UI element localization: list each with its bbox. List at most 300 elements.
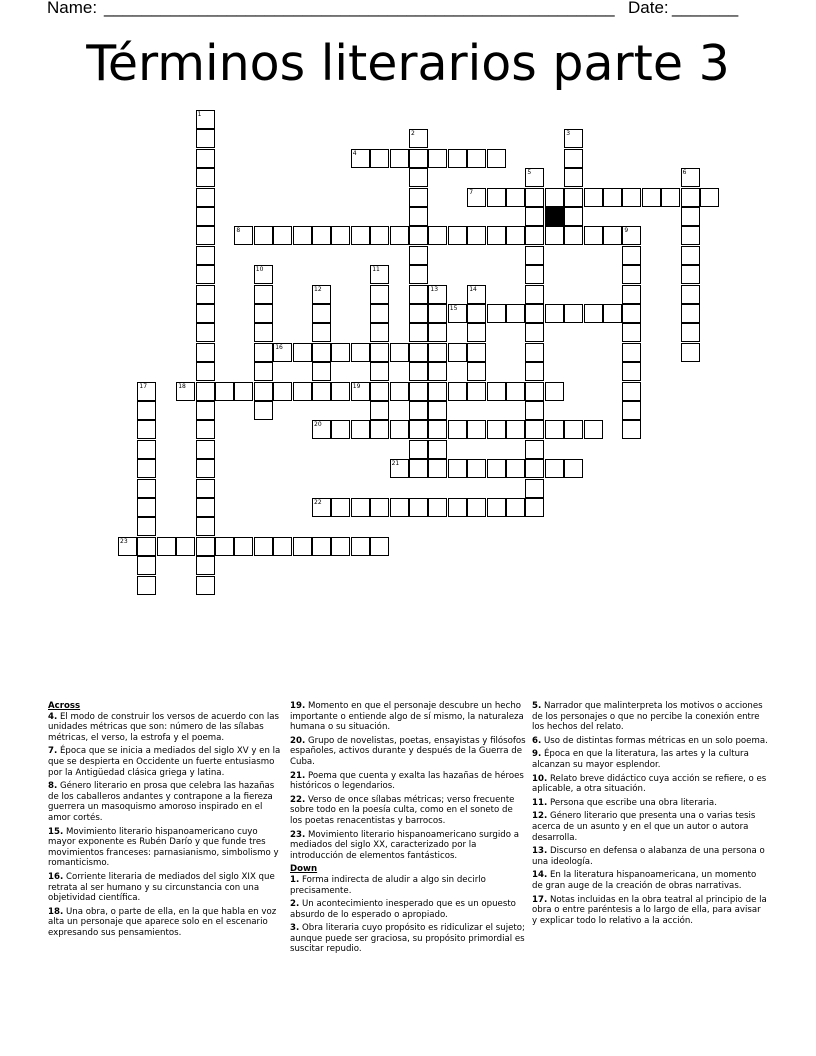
crossword-cell[interactable]: [467, 420, 486, 439]
crossword-cell[interactable]: [545, 459, 564, 478]
crossword-cell[interactable]: [137, 382, 156, 401]
crossword-cell[interactable]: [428, 149, 447, 168]
crossword-cell[interactable]: [409, 265, 428, 284]
crossword-cell[interactable]: [234, 537, 253, 556]
crossword-cell[interactable]: [331, 343, 350, 362]
across-heading: Across: [48, 701, 81, 711]
crossword-cell[interactable]: [564, 459, 583, 478]
crossword-cell[interactable]: [409, 246, 428, 265]
crossword-cell[interactable]: [428, 382, 447, 401]
crossword-cell[interactable]: [370, 537, 389, 556]
crossword-cell[interactable]: [525, 226, 544, 245]
crossword-cell[interactable]: [351, 537, 370, 556]
clue-item-text: Uso de distintas formas métricas en un solo poema.: [541, 735, 768, 746]
crossword-cell[interactable]: [409, 304, 428, 323]
crossword-cell[interactable]: [506, 382, 525, 401]
crossword-cell[interactable]: [234, 382, 253, 401]
crossword-cell[interactable]: [254, 265, 273, 284]
crossword-cell[interactable]: [196, 265, 215, 284]
crossword-cell[interactable]: [409, 207, 428, 226]
crossword-cell[interactable]: [525, 265, 544, 284]
crossword-cell[interactable]: [545, 188, 564, 207]
crossword-cell[interactable]: [467, 323, 486, 342]
clue-item: [290, 875, 526, 896]
clue-item-number: 23.: [290, 829, 306, 840]
crossword-cell[interactable]: [312, 285, 331, 304]
clue-item: [290, 701, 526, 733]
crossword-cell[interactable]: [370, 323, 389, 342]
crossword-cell[interactable]: [681, 188, 700, 207]
clue-number: 18: [178, 382, 186, 390]
crossword-cell[interactable]: [525, 440, 544, 459]
crossword-cell[interactable]: [273, 226, 292, 245]
crossword-cell[interactable]: [196, 168, 215, 187]
crossword-cell[interactable]: [506, 188, 525, 207]
crossword-cell[interactable]: [312, 498, 331, 517]
crossword-cell[interactable]: [254, 382, 273, 401]
crossword-cell[interactable]: [448, 420, 467, 439]
crossword-cell[interactable]: [681, 168, 700, 187]
crossword-cell[interactable]: [409, 440, 428, 459]
crossword-cell[interactable]: [487, 498, 506, 517]
crossword-cell[interactable]: [681, 285, 700, 304]
crossword-cell[interactable]: [273, 382, 292, 401]
crossword-cell[interactable]: [428, 343, 447, 362]
crossword-cell[interactable]: [564, 304, 583, 323]
crossword-cell[interactable]: [137, 576, 156, 595]
crossword-cell[interactable]: [370, 285, 389, 304]
name-line[interactable]: ______________________________________________________: [104, 0, 615, 17]
crossword-cell[interactable]: [351, 343, 370, 362]
crossword-cell[interactable]: [370, 401, 389, 420]
crossword-cell[interactable]: [390, 149, 409, 168]
crossword-cell[interactable]: [196, 285, 215, 304]
crossword-cell[interactable]: [312, 323, 331, 342]
crossword-cell[interactable]: [467, 382, 486, 401]
clue-item-text: Forma indirecta de aludir a algo sin decirlo precisamente.: [290, 874, 486, 896]
clue-number: 17: [139, 382, 148, 390]
crossword-cell[interactable]: [312, 537, 331, 556]
crossword-cell[interactable]: [196, 188, 215, 207]
crossword-cell[interactable]: [196, 556, 215, 575]
crossword-cell[interactable]: [234, 226, 253, 245]
crossword-cell[interactable]: [467, 362, 486, 381]
crossword-cell[interactable]: [448, 459, 467, 478]
crossword-cell[interactable]: [622, 246, 641, 265]
date-label: Date:: [628, 0, 669, 17]
across-clues-list-1: [48, 712, 284, 939]
crossword-cell[interactable]: [254, 285, 273, 304]
clue-number: 20: [314, 421, 322, 429]
crossword-cell[interactable]: [196, 382, 215, 401]
crossword-cell[interactable]: [506, 459, 525, 478]
clue-item-text: Narrador que malinterpreta los motivos o acciones de los personajes o que no percibe la conexión entre los hechos del relato.: [532, 701, 763, 733]
crossword-cell[interactable]: [428, 304, 447, 323]
crossword-cell[interactable]: [642, 188, 661, 207]
crossword-cell[interactable]: [331, 382, 350, 401]
crossword-cell[interactable]: [506, 498, 525, 517]
crossword-cell[interactable]: [351, 420, 370, 439]
crossword-cell[interactable]: [467, 285, 486, 304]
clue-item-text: Verso de once sílabas métricas; verso frecuente sobre todo en la poesía culta, como en el soneto de los poetas renacentistas y barrocos.: [290, 794, 515, 826]
clue-item-number: 3.: [290, 923, 300, 934]
clue-number: 1: [197, 111, 202, 118]
crossword-cell[interactable]: [409, 362, 428, 381]
crossword-cell[interactable]: [700, 188, 719, 207]
crossword-cell[interactable]: [506, 420, 525, 439]
clue-number: 11: [372, 266, 380, 274]
clue-item-number: 6.: [532, 735, 542, 746]
clue-item-text: Movimiento literario hispanoamericano surgido a mediados del siglo XX, caracterizado por la introducción de elementos fantásticos.: [290, 829, 519, 861]
crossword-cell[interactable]: [622, 323, 641, 342]
crossword-cell[interactable]: [409, 168, 428, 187]
crossword-cell[interactable]: [370, 362, 389, 381]
crossword-cell[interactable]: [196, 362, 215, 381]
crossword-cell[interactable]: [370, 265, 389, 284]
crossword-cell[interactable]: [428, 401, 447, 420]
crossword-cell[interactable]: [564, 226, 583, 245]
crossword-cell[interactable]: [545, 304, 564, 323]
crossword-cell[interactable]: [622, 343, 641, 362]
crossword-cell[interactable]: [467, 304, 486, 323]
crossword-cell[interactable]: [681, 304, 700, 323]
crossword-cell[interactable]: [390, 226, 409, 245]
clue-item-text: Momento en que el personaje descubre un hecho importante o entiende algo de sí mismo, la naturaleza humana o su situación.: [290, 701, 524, 733]
clue-item-number: 22.: [290, 794, 306, 805]
crossword-cell[interactable]: [525, 401, 544, 420]
crossword-cell[interactable]: [525, 382, 544, 401]
crossword-cell[interactable]: [467, 498, 486, 517]
crossword-cell[interactable]: [409, 285, 428, 304]
clue-item-text: Movimiento literario hispanoamericano cuyo mayor exponente es Rubén Darío y que funde tres movimientos franceses: parnasianismo, simbolismo y romanticismo.: [48, 826, 279, 869]
name-label: Name:: [47, 0, 98, 17]
crossword-cell[interactable]: [196, 323, 215, 342]
crossword-cell[interactable]: [525, 188, 544, 207]
crossword-cell[interactable]: [312, 343, 331, 362]
crossword-cell[interactable]: [215, 537, 234, 556]
crossword-cell[interactable]: [661, 188, 680, 207]
crossword-cell[interactable]: [622, 226, 641, 245]
crossword-cell[interactable]: [254, 226, 273, 245]
crossword-cell[interactable]: [467, 226, 486, 245]
crossword-cell[interactable]: [564, 207, 583, 226]
crossword-cell[interactable]: [467, 188, 486, 207]
crossword-cell[interactable]: [428, 362, 447, 381]
crossword-cell[interactable]: [196, 459, 215, 478]
crossword-cell[interactable]: [254, 304, 273, 323]
crossword-cell[interactable]: [428, 323, 447, 342]
crossword-cell[interactable]: [137, 537, 156, 556]
clue-number: 4: [352, 149, 357, 157]
crossword-cell[interactable]: [409, 420, 428, 439]
crossword-cell[interactable]: [564, 188, 583, 207]
crossword-cell[interactable]: [293, 343, 312, 362]
crossword-cell[interactable]: [196, 149, 215, 168]
crossword-cell[interactable]: [370, 149, 389, 168]
crossword-cell[interactable]: [196, 207, 215, 226]
clue-item-text: Época que se inicia a mediados del siglo XV y en la que se despierta en Occidente un fuerte entusiasmo por la Antigüedad clásica griega y latina.: [48, 746, 281, 778]
clue-item-text: Género literario que presenta una o varias tesis acerca de un asunto y en el que un autor o autora desarrolla.: [532, 811, 756, 843]
crossword-cell[interactable]: [448, 382, 467, 401]
crossword-cell[interactable]: [196, 420, 215, 439]
clue-item-number: 9.: [532, 749, 542, 760]
crossword-cell[interactable]: [196, 110, 215, 129]
crossword-cell[interactable]: [467, 459, 486, 478]
crossword-cell[interactable]: [351, 382, 370, 401]
crossword-cell[interactable]: [428, 285, 447, 304]
crossword-cell[interactable]: [525, 420, 544, 439]
crossword-cell[interactable]: [622, 420, 641, 439]
crossword-cell[interactable]: [622, 285, 641, 304]
clue-item-text: Época en que la literatura, las artes y la cultura alcanzan su mayor esplendor.: [532, 749, 749, 770]
crossword-cell[interactable]: [273, 343, 292, 362]
crossword-cell[interactable]: [681, 323, 700, 342]
crossword-cell[interactable]: [409, 498, 428, 517]
crossword-cell[interactable]: [196, 246, 215, 265]
clue-number: 5: [527, 169, 532, 177]
crossword-cell[interactable]: [525, 207, 544, 226]
crossword-cell[interactable]: [331, 226, 350, 245]
crossword-cell[interactable]: [196, 343, 215, 362]
crossword-cell[interactable]: [351, 149, 370, 168]
crossword-cell[interactable]: [448, 149, 467, 168]
crossword-cell[interactable]: [409, 226, 428, 245]
crossword-cell[interactable]: [525, 343, 544, 362]
crossword-cell[interactable]: [428, 459, 447, 478]
clue-item-text: Un acontecimiento inesperado que es un opuesto absurdo de lo esperado o apropiado.: [290, 899, 516, 920]
crossword-cell[interactable]: [448, 343, 467, 362]
crossword-cell[interactable]: [584, 420, 603, 439]
crossword-cell[interactable]: [584, 188, 603, 207]
crossword-cell[interactable]: [681, 226, 700, 245]
crossword-cell[interactable]: [487, 149, 506, 168]
clue-item: [290, 736, 526, 768]
crossword-cell[interactable]: [390, 498, 409, 517]
crossword-cell[interactable]: [545, 226, 564, 245]
crossword-cell[interactable]: [525, 285, 544, 304]
crossword-cell[interactable]: [467, 149, 486, 168]
crossword-cell[interactable]: [545, 420, 564, 439]
down-heading: Down: [290, 864, 318, 875]
crossword-cell[interactable]: [157, 537, 176, 556]
crossword-cell[interactable]: [196, 401, 215, 420]
crossword-cell[interactable]: [331, 420, 350, 439]
crossword-cell[interactable]: [409, 459, 428, 478]
crossword-cell[interactable]: [390, 459, 409, 478]
clue-item-text: Discurso en defensa o alabanza de una persona o una ideología.: [532, 846, 765, 867]
clue-number: 3: [566, 130, 571, 138]
clue-number: 9: [624, 227, 629, 235]
clue-number: 19: [352, 382, 361, 390]
crossword-cell[interactable]: [622, 382, 641, 401]
crossword-cell[interactable]: [525, 304, 544, 323]
crossword-cell[interactable]: [622, 401, 641, 420]
crossword-cell[interactable]: [390, 343, 409, 362]
crossword-cell[interactable]: [448, 226, 467, 245]
clue-item: [48, 712, 284, 744]
crossword-cell[interactable]: [196, 440, 215, 459]
crossword-cell[interactable]: [409, 401, 428, 420]
crossword-cell[interactable]: [622, 362, 641, 381]
crossword-cell[interactable]: [137, 498, 156, 517]
across-clues-list-2: [290, 701, 526, 861]
crossword-cell[interactable]: [370, 343, 389, 362]
clue-item-number: 7.: [48, 746, 58, 757]
clue-number: 8: [236, 227, 241, 235]
crossword-cell[interactable]: [137, 459, 156, 478]
clue-item-text: Poema que cuenta y exalta las hazañas de héroes históricos o legendarios.: [290, 770, 524, 792]
crossword-cell[interactable]: [137, 440, 156, 459]
crossword-cell[interactable]: [409, 343, 428, 362]
crossword-cell[interactable]: [409, 129, 428, 148]
crossword-cell[interactable]: [584, 304, 603, 323]
crossword-cell[interactable]: [196, 226, 215, 245]
clue-item: [532, 701, 768, 733]
crossword-cell[interactable]: [681, 207, 700, 226]
clues-column-1: [48, 701, 284, 941]
clue-item-number: 4.: [48, 711, 58, 722]
crossword-cell[interactable]: [215, 382, 234, 401]
crossword-cell[interactable]: [254, 343, 273, 362]
crossword-cell[interactable]: [351, 226, 370, 245]
crossword-cell[interactable]: [525, 323, 544, 342]
crossword-cell[interactable]: [331, 537, 350, 556]
crossword-cell[interactable]: [176, 382, 195, 401]
crossword-cell[interactable]: [525, 168, 544, 187]
crossword-cell[interactable]: [409, 149, 428, 168]
clue-item-text: Género literario en prosa que celebra las hazañas de los caballeros andantes y contrapone a la fiereza guerrera un masoquismo amoroso inspirado en el amor cortés.: [48, 781, 275, 823]
crossword-cell[interactable]: [487, 304, 506, 323]
crossword-cell[interactable]: [487, 382, 506, 401]
crossword-cell[interactable]: [254, 362, 273, 381]
crossword-cell[interactable]: [312, 382, 331, 401]
crossword-cell[interactable]: [506, 226, 525, 245]
crossword-cell[interactable]: [293, 382, 312, 401]
crossword-cell[interactable]: [312, 226, 331, 245]
clue-item: [290, 899, 526, 920]
crossword-cell[interactable]: [487, 188, 506, 207]
crossword-cell[interactable]: [525, 479, 544, 498]
crossword-cell[interactable]: [390, 382, 409, 401]
clue-number: 23: [120, 537, 128, 545]
clue-item-text: Corriente literaria de mediados del siglo XIX que retrata al ser humano y su circunstancia con una objetividad científica.: [48, 871, 275, 904]
crossword-cell[interactable]: [603, 188, 622, 207]
crossword-cell[interactable]: [370, 420, 389, 439]
down-clues-list-2: [532, 701, 768, 926]
crossword-cell[interactable]: [622, 265, 641, 284]
crossword-cell[interactable]: [312, 304, 331, 323]
clue-item-number: 1.: [290, 874, 300, 885]
clue-item-number: 16.: [48, 871, 64, 882]
crossword-cell[interactable]: [448, 498, 467, 517]
crossword-cell[interactable]: [564, 420, 583, 439]
crossword-cell[interactable]: [293, 226, 312, 245]
clue-item: [532, 811, 768, 843]
crossword-cell[interactable]: [254, 537, 273, 556]
crossword-cell[interactable]: [409, 188, 428, 207]
crossword-cell[interactable]: [118, 537, 137, 556]
crossword-cell[interactable]: [137, 401, 156, 420]
crossword-cell[interactable]: [370, 498, 389, 517]
crossword-cell[interactable]: [525, 362, 544, 381]
crossword-cell[interactable]: [273, 537, 292, 556]
crossword-cell[interactable]: [370, 304, 389, 323]
crossword-cell[interactable]: [428, 226, 447, 245]
crossword-cell[interactable]: [584, 226, 603, 245]
crossword-cell[interactable]: [506, 304, 525, 323]
crossword-cell[interactable]: [467, 343, 486, 362]
crossword-cell[interactable]: [487, 420, 506, 439]
clue-number: 14: [469, 285, 477, 293]
crossword-cell[interactable]: [564, 149, 583, 168]
crossword-cell[interactable]: [196, 304, 215, 323]
crossword-cell[interactable]: [137, 517, 156, 536]
crossword-cell[interactable]: [254, 401, 273, 420]
crossword-cell[interactable]: [196, 479, 215, 498]
crossword-cell[interactable]: [428, 498, 447, 517]
crossword-cell[interactable]: [312, 362, 331, 381]
crossword-cell[interactable]: [603, 304, 622, 323]
clue-item: [48, 746, 284, 778]
clue-item-number: 20.: [290, 735, 306, 746]
crossword-cell[interactable]: [525, 498, 544, 517]
crossword-cell[interactable]: [196, 129, 215, 148]
clue-item: [290, 830, 526, 862]
crossword-cell[interactable]: [196, 517, 215, 536]
crossword-cell[interactable]: [254, 323, 273, 342]
crossword-cell[interactable]: [409, 323, 428, 342]
crossword-cell[interactable]: [448, 304, 467, 323]
crossword-cell[interactable]: [196, 576, 215, 595]
crossword-cell[interactable]: [622, 188, 641, 207]
crossword-cell[interactable]: [196, 498, 215, 517]
clue-item-text: Grupo de novelistas, poetas, ensayistas y filósofos españoles, activos durante y después de la Guerra de Cuba.: [290, 735, 526, 767]
crossword-cell[interactable]: [545, 382, 564, 401]
crossword-cell[interactable]: [312, 420, 331, 439]
crossword-cell[interactable]: [681, 265, 700, 284]
crossword-cell[interactable]: [603, 226, 622, 245]
crossword-cell[interactable]: [137, 479, 156, 498]
crossword-cell[interactable]: [293, 537, 312, 556]
crossword-cell[interactable]: [370, 226, 389, 245]
crossword-cell[interactable]: [681, 246, 700, 265]
crossword-cell[interactable]: [428, 440, 447, 459]
crossword-cell[interactable]: [176, 537, 195, 556]
clue-number: 10: [255, 266, 264, 274]
crossword-cell[interactable]: [525, 246, 544, 265]
crossword-cell[interactable]: [351, 498, 370, 517]
crossword-cell[interactable]: [137, 556, 156, 575]
crossword-cell[interactable]: [487, 459, 506, 478]
crossword-cell[interactable]: [137, 420, 156, 439]
crossword-cell[interactable]: [428, 420, 447, 439]
crossword-cell[interactable]: [390, 420, 409, 439]
clue-item: [290, 795, 526, 827]
clue-item: [532, 736, 768, 747]
crossword-cell[interactable]: [487, 226, 506, 245]
crossword-cell[interactable]: [564, 129, 583, 148]
crossword-cell[interactable]: [564, 168, 583, 187]
date-line[interactable]: _______: [672, 0, 739, 17]
crossword-cell[interactable]: [622, 304, 641, 323]
crossword-cell[interactable]: [196, 537, 215, 556]
crossword-cell[interactable]: [331, 498, 350, 517]
crossword-cell[interactable]: [525, 459, 544, 478]
crossword-cell[interactable]: [370, 382, 389, 401]
crossword-cell[interactable]: [681, 343, 700, 362]
clue-item: [48, 827, 284, 869]
crossword-cell[interactable]: [409, 382, 428, 401]
